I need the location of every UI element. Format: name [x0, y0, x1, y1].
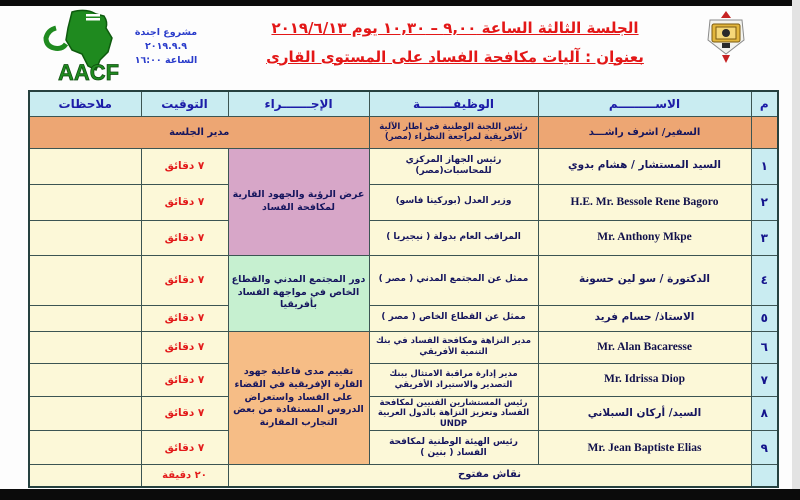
agenda-table — [28, 90, 779, 488]
session-titles — [235, 20, 675, 65]
row-position: ممثل عن القطاع الخاص ( مصر ) — [369, 305, 538, 331]
table-row — [29, 363, 778, 396]
chair-name: السفير/ اشرف راشـــد — [538, 116, 751, 148]
agenda-note — [120, 26, 212, 67]
row-num: ٨ — [751, 396, 778, 431]
row-position: مدير إدارة مراقبة الامتثال ببنك التصدير والاستيراد الأفريقي — [369, 363, 538, 396]
agenda-note-line3: الساعة ١٦:٠٠ — [134, 54, 198, 66]
footer-notes — [29, 465, 141, 487]
row-num: ٤ — [751, 255, 778, 305]
col-header-num: م — [751, 91, 778, 116]
col-header-name: الاســـــــــم — [538, 91, 751, 116]
row-notes — [29, 396, 141, 431]
row-notes — [29, 184, 141, 220]
row-name: Mr. Alan Bacaresse — [538, 331, 751, 363]
table-row — [29, 396, 778, 431]
row-timing: ٧ دقائق — [141, 363, 228, 396]
aacf-logo — [34, 6, 130, 86]
row-num: ٢ — [751, 184, 778, 220]
row-position: مدير النزاهة ومكافحة الفساد في بنك التنمية الأفريقي — [369, 331, 538, 363]
chair-num-cell — [751, 116, 778, 148]
row-num: ٧ — [751, 363, 778, 396]
action-group-evaluation: تقييم مدى فاعلية جهود القارة الإفريقية في القضاء على الفساد واستعراض الدروس المستفادة من بعض التجارب المقارنة — [228, 331, 369, 465]
row-num: ٣ — [751, 220, 778, 255]
col-header-action: الإجـــــــراء — [228, 91, 369, 116]
open-discussion: نقاش مفتوح — [228, 465, 751, 487]
row-timing: ٧ دقائق — [141, 255, 228, 305]
aacf-logo-acronym: AACF — [58, 60, 120, 85]
col-header-position: الوظيفــــــــة — [369, 91, 538, 116]
chair-row — [29, 116, 778, 148]
scan-border-bottom — [0, 489, 800, 500]
row-timing: ٧ دقائق — [141, 431, 228, 465]
row-notes — [29, 220, 141, 255]
row-num: ٦ — [751, 331, 778, 363]
action-group-vision: عرض الرؤية والجهود القارية لمكافحة الفساد — [228, 148, 369, 255]
row-num: ٥ — [751, 305, 778, 331]
table-row — [29, 220, 778, 255]
table-row — [29, 305, 778, 331]
row-name: H.E. Mr. Bessole Rene Bagoro — [538, 184, 751, 220]
row-notes — [29, 331, 141, 363]
table-row — [29, 255, 778, 305]
session-subtitle: بعنوان : آليات مكافحة الفساد على المستوى القارى — [266, 47, 644, 66]
row-timing: ٧ دقائق — [141, 184, 228, 220]
row-name: Mr. Anthony Mkpe — [538, 220, 751, 255]
row-notes — [29, 255, 141, 305]
col-header-timing: التوقيت — [141, 91, 228, 116]
row-position: المراقب العام بدولة ( نيجيريا ) — [369, 220, 538, 255]
row-notes — [29, 363, 141, 396]
row-name: السيد المستشار / هشام بدوي — [538, 148, 751, 184]
row-name: الدكتورة / سو لين حسونة — [538, 255, 751, 305]
row-notes — [29, 148, 141, 184]
agenda-note-line2: ٢٠١٩.٩.٩ — [144, 40, 187, 52]
row-position: ممثل عن المجتمع المدني ( مصر ) — [369, 255, 538, 305]
row-position: رئيس الهيئة الوطنية لمكافحة الفساد ( بنين ) — [369, 431, 538, 465]
table-row — [29, 148, 778, 184]
row-timing: ٧ دقائق — [141, 220, 228, 255]
table-row — [29, 431, 778, 465]
row-position: وزير العدل (بوركينا فاسو) — [369, 184, 538, 220]
row-num: ٩ — [751, 431, 778, 465]
chair-role: مدير الجلسة — [29, 116, 369, 148]
row-position: رئيس الجهاز المركزي للمحاسبات(مصر) — [369, 148, 538, 184]
row-name: Mr. Jean Baptiste Elias — [538, 431, 751, 465]
col-header-notes: ملاحظات — [29, 91, 141, 116]
administrative-authority-emblem-icon — [704, 10, 748, 64]
row-timing: ٧ دقائق — [141, 331, 228, 363]
chair-position: رئيس اللجنة الوطنية في اطار الآلية الأفريقية لمراجعة النظراء (مصر) — [369, 116, 538, 148]
session-title: الجلسة الثالثة الساعة ٩,٠٠ – ١٠,٣٠ يوم ٢٠١٩/٦/١٣ — [271, 19, 639, 37]
row-timing: ٧ دقائق — [141, 148, 228, 184]
table-row — [29, 331, 778, 363]
agenda-note-line1: مشروع اجندة — [134, 27, 198, 38]
action-group-civil-society: دور المجتمع المدني والقطاع الخاص في مواجهة الفساد بأفريقيا — [228, 255, 369, 331]
row-name: السيد/ أركان السبلاني — [538, 396, 751, 431]
table-header-row — [29, 91, 778, 116]
footer-num-cell — [751, 465, 778, 487]
open-discussion-row — [29, 465, 778, 487]
row-timing: ٧ دقائق — [141, 305, 228, 331]
row-name: الاستاذ/ حسام فريد — [538, 305, 751, 331]
row-position: رئيس المستشارين الفنيين لمكافحة الفساد وتعزيز النزاهة بالدول العربية UNDP — [369, 396, 538, 431]
scan-edge-right — [792, 0, 800, 500]
row-timing: ٧ دقائق — [141, 396, 228, 431]
footer-timing: ٢٠ دقيقة — [141, 465, 228, 487]
row-notes — [29, 431, 141, 465]
row-num: ١ — [751, 148, 778, 184]
table-row — [29, 184, 778, 220]
row-name: Mr. Idrissa Diop — [538, 363, 751, 396]
row-notes — [29, 305, 141, 331]
